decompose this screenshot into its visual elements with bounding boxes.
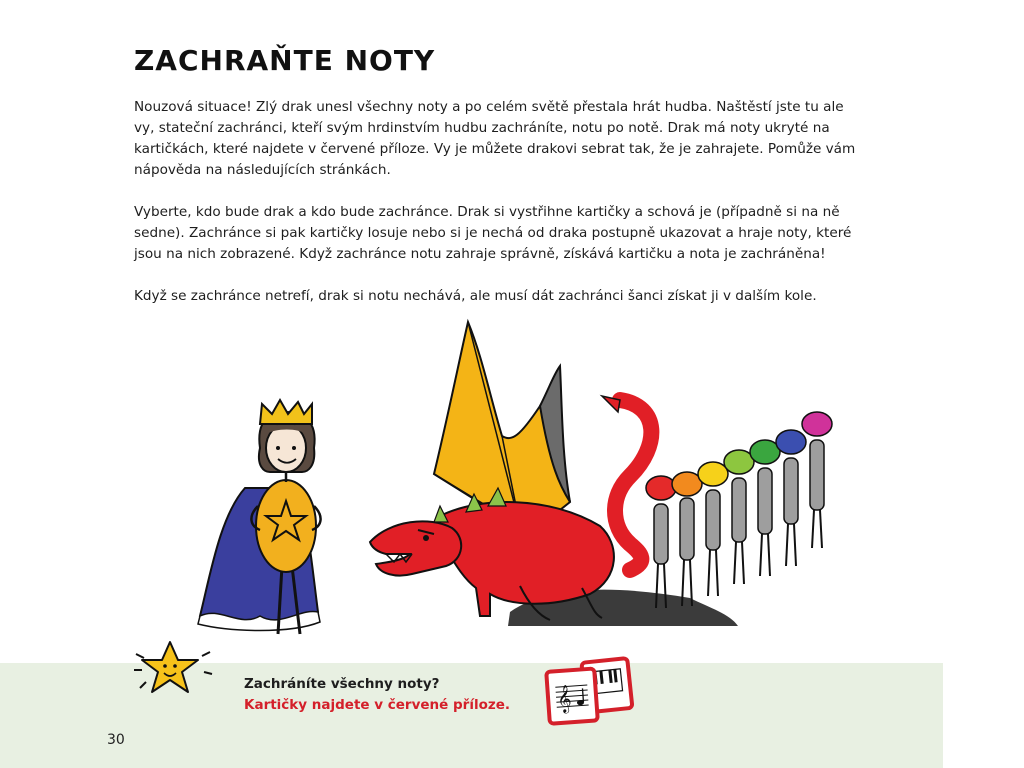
note-cards-icon: [544, 656, 636, 726]
note-people-line: [646, 412, 832, 608]
dragon-illustration: [190, 316, 850, 646]
footer-question: Zachráníte všechny noty?: [244, 676, 440, 692]
note-person-orange: [672, 472, 702, 606]
note-person-blue: [776, 430, 806, 566]
page-number: 30: [107, 732, 125, 748]
note-person-magenta: [802, 412, 832, 548]
body-text: [134, 97, 864, 328]
footer-hint: Kartičky najdete v červené příloze.: [244, 697, 510, 713]
paragraph-miss: Když se zachránce netrefí, drak si notu nechává, ale musí dát zachránci šanci získat ji v dalším kole.: [134, 288, 817, 304]
note-person-red: [646, 476, 676, 608]
hero-figure: [198, 400, 321, 634]
note-person-yellow: [698, 462, 728, 596]
star-mascot-icon: [130, 636, 216, 708]
dragon-figure: [370, 322, 651, 620]
note-person-green: [750, 440, 780, 576]
paragraph-rules: Vyberte, kdo bude drak a kdo bude zachránce. Drak si vystřihne kartičky a schová je (případně si na ně sedne). Zachránce si pak kartičky losuje nebo si je nechá od draka postupně ukazovat a hraje noty, které jsou na nich zobrazené. Když zachránce notu zahraje správně, získává kartičku a nota je zachráněna!: [134, 204, 852, 262]
note-person-lightgreen: [724, 450, 754, 584]
paragraph-intro: Nouzová situace! Zlý drak unesl všechny noty a po celém světě přestala hrát hudba. Naštěstí jste tu ale vy, stateční zachránci, kteří svým hrdinstvím hudbu zachráníte, notu po notě. Drak má noty ukryté na kartičkách, které najdete v červené příloze. Vy je můžete drakovi sebrat tak, že je zahrajete. Pomůže vám nápověda na následujících stránkách.: [134, 99, 856, 178]
svg-text:𝄞: 𝄞: [556, 684, 573, 714]
page-title: ZACHRAŇTE NOTY: [134, 44, 436, 77]
